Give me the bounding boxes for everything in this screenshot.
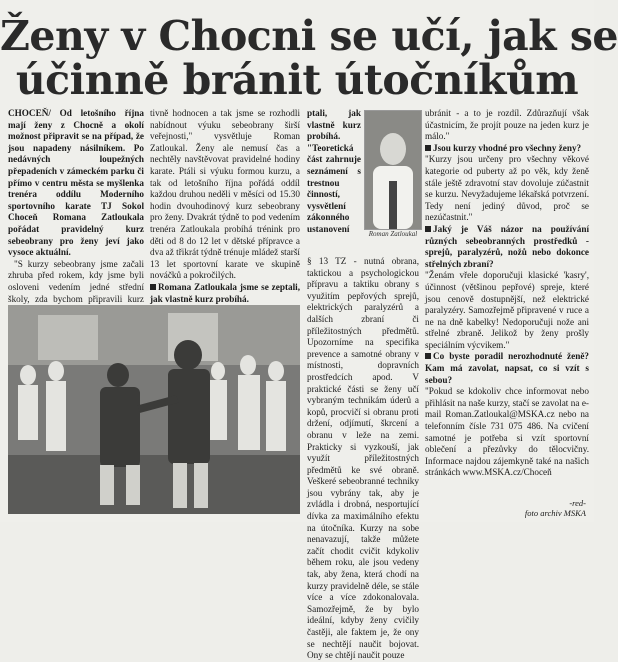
lead-paragraph: CHOCEŇ/ Od letošního října mají ženy z Chocně a okolí možnost připravit se na případ, že jsou napadeny násilníkem. Po nedávných loupežných přepadeních v zámeckém parku či přímo v centru města se myšlenka trenéra oddílu Moderního sportovního karate TJ Sokol Choceň Romana Zatloukala pořádat pravidelný kurz sebeobrany pro ženy jeví jako vysoce aktuální. bbox=[8, 108, 144, 258]
body-paragraph: "S kurzy sebeobrany jsme začali zhruba před rokem, kdy jsme byli osloveni vedením jedné střední školy, zda bychom připravili kurz bbox=[8, 258, 144, 304]
section-heading: Romana Zatloukala jsme se zeptali, jak vlastně kurz probíhá. bbox=[150, 281, 300, 304]
photo-credit: foto archiv MSKA bbox=[524, 508, 586, 518]
column-4 bbox=[425, 108, 589, 508]
portrait-photo bbox=[364, 110, 422, 230]
body-paragraph: § 13 TZ - nutná obrana, taktickou a psychologickou přípravu a taktiku obrany s využitím pepřových sprejů, elektrických paralyzérů a dalších zbraní či příležitostných předmětů. Upozorníme na specifika prevence a samotné obrany v místnosti, dopravních prostředcích apod. V praktické části se ženy učí vybraným technikám úderů a kopů, procvičí si obranu proti držení, odjímutí, škrcení a obranu v leže na zemi. Prakticky si vyzkouší, jak využít příležitostných předmětů ke své obraně. Veškeré sebeobranné techniky jsou vybrány tak, aby je zvládla i drobná, nesportující dívka za maximálního efektu na útočníka. Kurzy na sobe nenavazují, takže můžete začít chodit cvičit kdykoliv během roku, ale jsou vedeny tak, aby žena, která chodí na kurzy pravidelně déle, se stále více a více zdokonalovala. Samozřejmě, že by bylo ideální, kdyby ženy cvičily častěji, ale faktem je, že ony se nechtějí naučit bojovat. Ony se chtějí naučit pouze bbox=[307, 256, 419, 661]
bullet-square-icon bbox=[425, 353, 431, 359]
portrait-caption: Roman Zatloukal bbox=[368, 230, 418, 238]
column-3-top bbox=[307, 108, 361, 254]
headline-line-1: Ženy v Chocni se učí, jak se bbox=[0, 12, 618, 60]
question-heading: Co byste poradil nerozhodnuté ženě? Kam má zavolat, napsat, co si vzít s sebou? bbox=[425, 351, 589, 385]
group-training-photo bbox=[8, 305, 300, 514]
body-paragraph: ptali, jak vlastně kurz probíhá. "Teoretická část zahrnuje seznámení s trestnou činností, vysvětlení zákonného ustanovení bbox=[307, 108, 361, 234]
headline-line-2: účinně bránit útočníkům bbox=[15, 56, 579, 104]
signature: -red- bbox=[569, 498, 586, 508]
body-paragraph: ubránit - a to je rozdíl. Zdůrazňují však účastnicím, že projít pouze na jeden kurz je málo." bbox=[425, 108, 589, 142]
question-heading: Jaký je Váš názor na používání různých sebeobranných prostředků - sprejů, paralyzérů, nožů nebo dokonce střelných zbraní? bbox=[425, 223, 589, 269]
question-heading: Jsou kurzy vhodné pro všechny ženy? bbox=[425, 143, 589, 155]
column-2 bbox=[150, 108, 300, 304]
bullet-square-icon bbox=[150, 284, 156, 290]
body-paragraph: tivně hodnocen a tak jsme se rozhodli nabídnout výuku sebeobrany širší veřejnosti," vysvětluje Roman Zatloukal. Ženy ale nemusí čas a nechtěly navštěvovat pravidelné hodiny karate. Ptáli si výuku formou kurzu, a tak od letošního října pořádá oddíl každou druhou neděli v měsíci od 15.30 hodin dvouhodinový kurz sebeobrany pro ženy. Dvakrát týdně to pod vedením trenéra Zatloukala probíhá trénink pro děti od 8 do 12 let v dětské přípravce a dva až třikrát týdně trénuje mládež starší 13 let sportovní karate ve skupině nováčků a pokročilých. bbox=[150, 108, 300, 281]
credits bbox=[525, 498, 586, 518]
answer-paragraph: "Pokud se kdokoliv chce informovat nebo přihlásit na naše kurzy, stačí se zavolat na e-mail Roman.Zatloukal@MSKA.cz nebo na telefonním čísle 731 075 486. Na cvičení samotné je potřeba si vzít sportovní oblečení a přezůvky do tělocvičny. Informace najdou zájemkyně také na našich stránkách www.MSKA.cz/Choceň bbox=[425, 386, 589, 478]
column-1 bbox=[8, 108, 144, 304]
answer-paragraph: "Kurzy jsou určeny pro všechny věkové kategorie od puberty až po věk, kdy ženě stále ještě zdravotní stav dovoluje zúčastnit se kurzu. Nevyžadujeme lékařská potvrzení. Tedy není jediný důvod, proč se nezúčastnit." bbox=[425, 154, 589, 223]
column-3-bottom bbox=[307, 256, 419, 661]
answer-paragraph: "Ženám vřele doporučuji klasické 'kasry', účinnost (většinou pepřové) spreje, které jsou cenově dostupnější, než elektrické paralyzéry. Samozřejmě připravené v ruce a ne na dně kabelky! Nedoporučuji nože ani střelné zbraně. Jelikož by ženy prošly speciálním výcvikem." bbox=[425, 270, 589, 350]
bullet-square-icon bbox=[425, 145, 431, 151]
bullet-square-icon bbox=[425, 226, 431, 232]
